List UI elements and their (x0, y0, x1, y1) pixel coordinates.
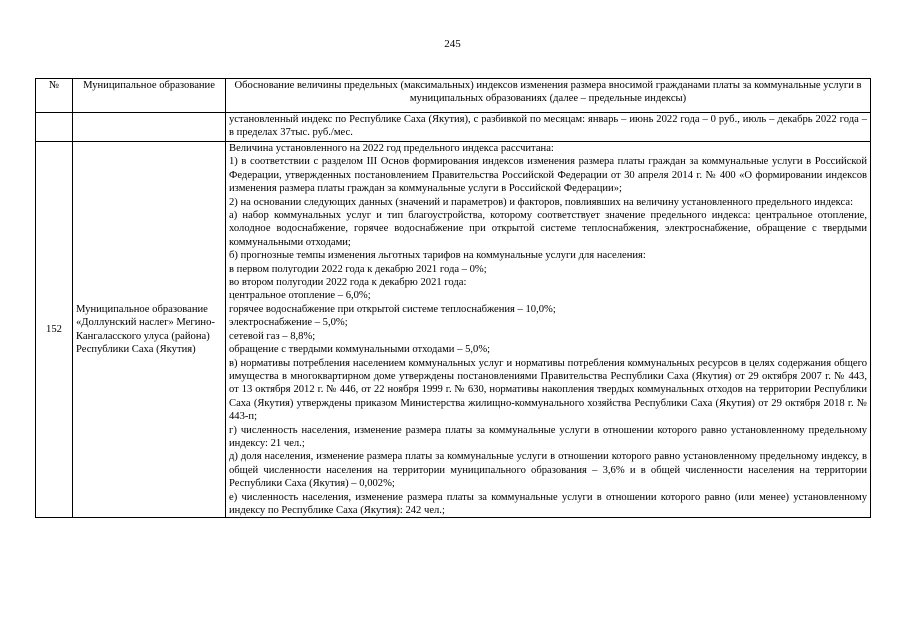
paragraph: д) доля населения, изменение размера платы за коммунальные услуги в отношении которого равно установленному предельному индексу, в общей численности населения на территории муниципального образования – 3,6% и в общей численности населения на территории Республики Саха (Якутия) – 0,002%; (229, 451, 867, 490)
paragraph: а) набор коммунальных услуг и тип благоустройства, которому соответствует значение предельного индекса: центральное отопление, холодное водоснабжение, горячее водоснабжение при открытой системе теплоснабжения, электроснабжение, обращение с твердыми коммунальными отходами; (229, 210, 867, 248)
continuation-municipality-cell (73, 113, 226, 142)
row-justification (226, 142, 871, 518)
header-justification: Обоснование величины предельных (максимальных) индексов изменения размера вносимой гражданами платы за коммунальные услуги в муниципальных образованиях (далее – предельные индексы) (226, 79, 871, 113)
paragraph: центральное отопление – 6,0%; (229, 290, 371, 302)
header-municipality: Муниципальное образование (73, 79, 226, 113)
paragraph: Величина установленного на 2022 год предельного индекса рассчитана: (229, 143, 554, 154)
paragraph: в) нормативы потребления населением коммунальных услуг и нормативы потребления коммунальных ресурсов в целях содержания общего имущества в многоквартирном доме утверждены постановлениями Правительства Республики Саха (Якутия) от 29 октября 2007 г. № 443, от 13 октября 2012 г. № 446, от 22 ноября 1999 г. № 630, нормативы накопления твердых коммунальных отходов на территории Республики Саха (Якутия) утверждены приказом Министерства жилищно-коммунального хозяйства Республики Саха (Якутия) от 29 октября 2018 г. № 443-п; (229, 357, 867, 423)
continuation-row (36, 113, 871, 142)
paragraph: 1) в соответствии с разделом III Основ формирования индексов изменения размера платы граждан за коммунальные услуги в Российской Федерации, утвержденных постановлением Правительства Российской Федерации от 30 апреля 2014 г. № 400 «О формировании индексов изменения размера платы граждан за коммунальные услуги в Российской Федерации»; (229, 156, 867, 195)
paragraph: в первом полугодии 2022 года к декабрю 2021 года – 0%; (229, 263, 487, 275)
paragraph: г) численность населения, изменение размера платы за коммунальные услуги в отношении которого равно установленному предельному индексу: 21 чел.; (229, 424, 867, 449)
row-number: 152 (36, 142, 73, 518)
paragraph: горячее водоснабжение при открытой системе теплоснабжения – 10,0%; (229, 303, 556, 315)
paragraph: обращение с твердыми коммунальными отходами – 5,0%; (229, 344, 491, 356)
paragraph: электроснабжение – 5,0%; (229, 317, 348, 329)
paragraph: во втором полугодии 2022 года к декабрю 2021 года: (229, 277, 467, 289)
row-municipality: Муниципальное образование «Доллунский наслег» Мегино-Кангаласского улуса (района) Республики Саха (Якутия) (73, 142, 226, 518)
header-number: № (36, 79, 73, 113)
page-number: 245 (444, 38, 461, 50)
continuation-text: установленный индекс по Республике Саха (Якутия), с разбивкой по месяцам: январь – июнь 2022 года – 0 руб., июль – декабрь 2022 года – в пределах 37тыс. руб./мес. (226, 113, 871, 142)
continuation-number-cell (36, 113, 73, 142)
justification-table (35, 78, 871, 518)
paragraph: 2) на основании следующих данных (значений и параметров) и факторов, повлиявших на величину установленного предельного индекса: (229, 196, 854, 208)
paragraph: е) численность населения, изменение размера платы за коммунальные услуги в отношении которого равно (или менее) установленному индексу по Республике Саха (Якутия): 242 чел.; (229, 491, 867, 516)
table-row (36, 142, 871, 518)
paragraph: б) прогнозные темпы изменения льготных тарифов на коммунальные услуги для населения: (229, 250, 646, 262)
paragraph: сетевой газ – 8,8%; (229, 330, 316, 342)
table-header-row (36, 79, 871, 113)
